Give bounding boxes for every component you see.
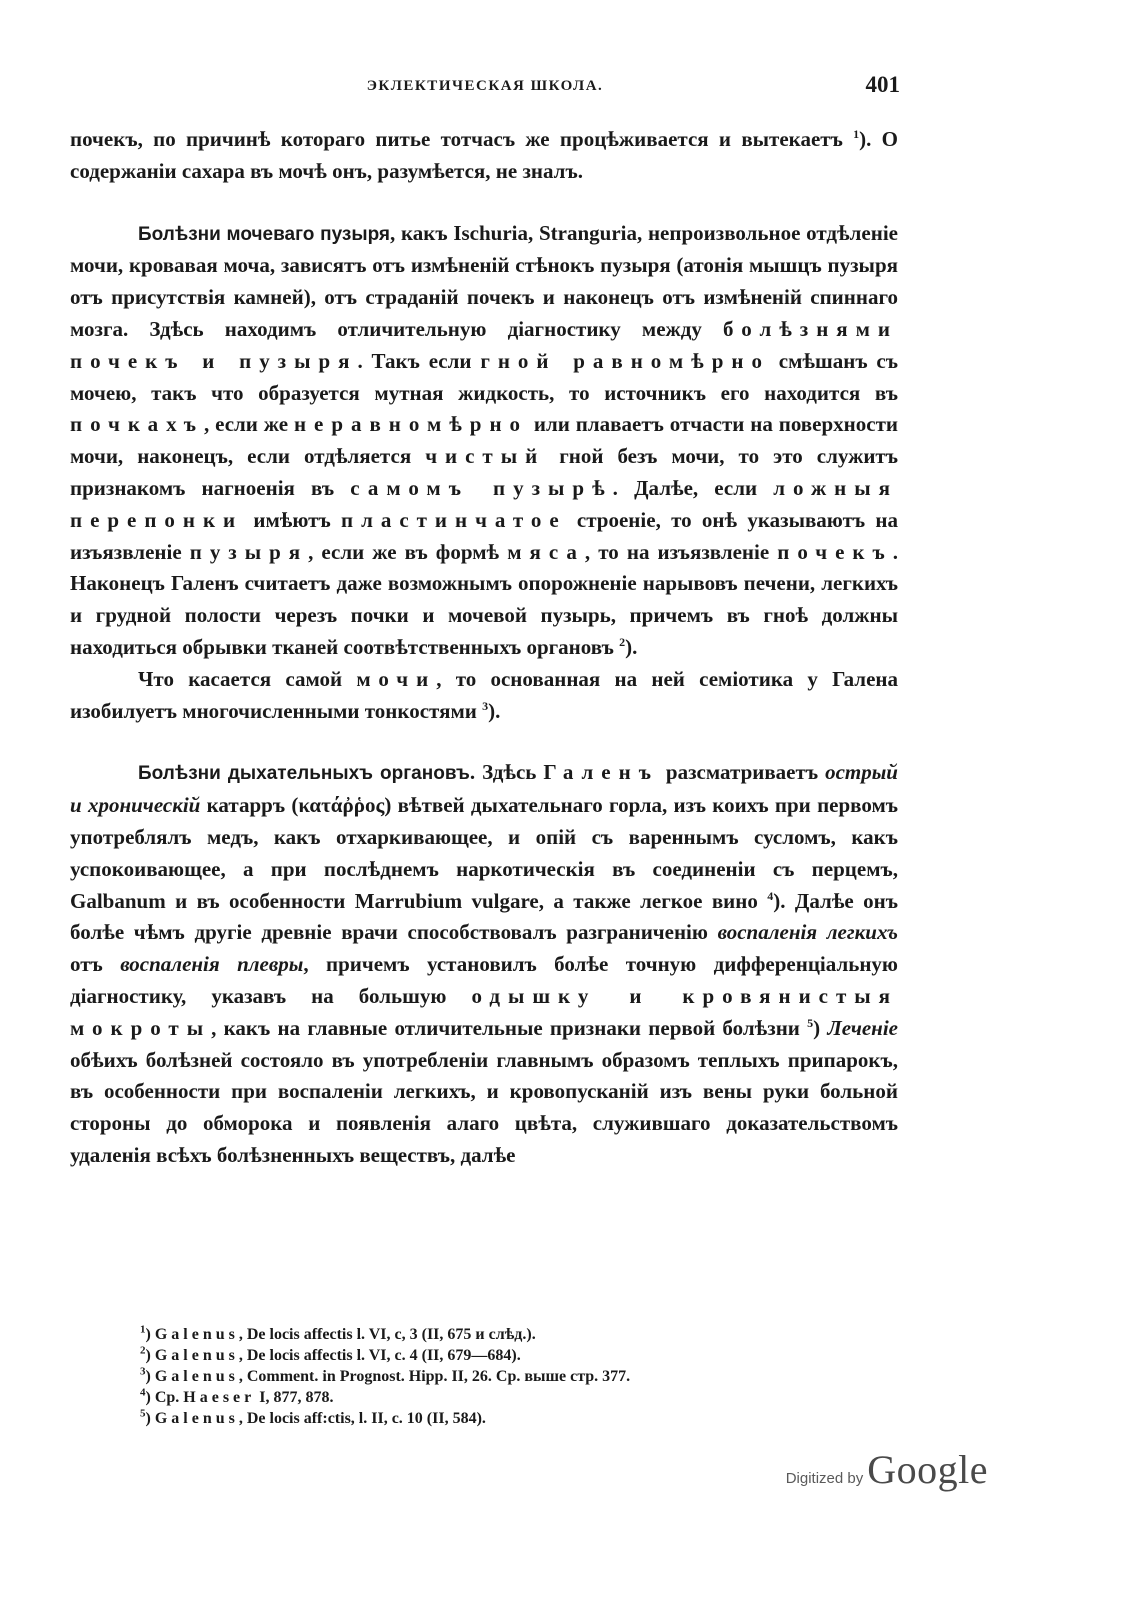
section-heading: Болѣзни дыхательныхъ органовъ [138, 763, 470, 785]
page-number: 401 [865, 72, 900, 97]
footnote: $^2$) Galenus, De locis affectis l. VI, c. 4 (II, 679—684). [140, 1344, 521, 1364]
footnote: $^4$) Ср. Haeser I, 877, 878. [140, 1386, 334, 1406]
footnote-ref: 5 [807, 1015, 814, 1030]
footnote-ref: 2 [619, 634, 626, 649]
footnote-mark: 5 [140, 1407, 146, 1420]
footnote-mark: 2 [140, 1344, 146, 1357]
paragraph-continuation: почекъ, по причинѣ котораго питье тотчасъ же процѣживается и вытекаетъ $^1$). О содержаніи сахара въ мочѣ онъ, разумѣется, не зналъ. [70, 127, 899, 183]
footnote-mark: 3 [140, 1365, 146, 1378]
paragraph-bladder-diseases: Болѣзни мочеваго пузыря, какъ Ischuria, Stranguria, непроизвольное отдѣленіе мочи, кровавая моча, зависятъ отъ измѣненій стѣнокъ пузыря (атонія мышцъ пузыря отъ присутствія камней), отъ страданій почекъ и наконецъ отъ измѣненій спиннаго мозга. Здѣсь находимъ отличительную діагностику между болѣзнями почекъ и пузыря. Такъ если гной равномѣрно смѣшанъ съ мочею, такъ что образуется мутная жидкость, то источникъ его находится въ почкахъ, если же неравномѣрно или плаваетъ отчасти на поверхности мочи, наконецъ, если отдѣляется чистый гной безъ мочи, то это служитъ признакомъ нагноенія въ самомъ пузырѣ. Далѣе, если ложныя перепонки имѣютъ пластинчатое строеніе, то онѣ указываютъ на изъязвленіе пузыря, если же въ формѣ мяса, то на изъязвленіе почекъ. Наконецъ Галенъ считаетъ даже возможнымъ опорожненіе нарывовъ печени, легкихъ и грудной полости черезъ почки и мочевой пузырь, причемъ въ гноѣ должны находиться обрывки тканей соотвѣтственныхъ органовъ $^2$). [70, 220, 898, 659]
footnote: $^5$) Galenus, De locis aff:ctis, l. II, c. 10 (II, 584). [140, 1407, 486, 1427]
footnote-mark: 1 [140, 1323, 146, 1336]
footnote: $^3$) Galenus, Comment. in Prognost. Hipp. II, 26. Ср. выше стр. 377. [140, 1365, 631, 1385]
footnote-ref: 3 [482, 698, 489, 713]
paragraph-respiratory-diseases: Болѣзни дыхательныхъ органовъ. Здѣсь Галенъ разсматриваетъ острый и хроническій катарръ (κατάῤῥος) вѣтвей дыхательнаго горла, изъ коихъ при первомъ употреблялъ медъ, какъ отхаркивающее, и опій съ вареннымъ сусломъ, какъ успокоивающее, а при послѣднемъ наркотическія въ соединеніи съ перцемъ, Galbanum и въ особенности Marrubium vulgare, а также легкое вино $^4$). Далѣе онъ болѣе чѣмъ другіе древніе врачи способствовалъ разграниченію воспаленія легкихъ отъ воспаленія плевры, причемъ установилъ болѣе точную дифференціальную діагностику, указавъ на большую одышку и кровянистыя мокроты, какъ на главные отличительные признаки первой болѣзни $^5$) Леченіе обѣихъ болѣзней состояло въ употребленіи главнымъ образомъ теплыхъ припарокъ, въ особенности при воспаленіи легкихъ, и кровопусканій изъ вены руки больной стороны до обморока и появленія алаго цвѣта, служившаго доказательствомъ удаленія всѣхъ болѣзненныхъ веществъ, далѣе [70, 760, 899, 1167]
digitized-by-watermark [786, 1446, 988, 1496]
footnotes [140, 1324, 900, 1429]
running-head [70, 72, 900, 102]
body-text [70, 124, 898, 1172]
paragraph-urine: Что касается самой мочи, то основанная на ней семіотика у Галена изобилуетъ многочисленными тонкостями $^3$). [70, 666, 898, 723]
footnote: $^1$) Galenus, De locis affectis l. VI, c, 3 (II, 675 и слѣд.). [140, 1323, 536, 1343]
footnote-mark: 4 [140, 1386, 146, 1399]
digitized-by-label: Digitized by [785, 1470, 864, 1487]
running-title: ЭКЛЕКТИЧЕСКАЯ ШКОЛА. [366, 78, 604, 94]
google-logo: Google [867, 1447, 988, 1492]
section-heading: Болѣзни мочеваго пузыря [138, 223, 391, 245]
footnote-ref: 1 [853, 127, 860, 141]
footnote-ref: 4 [767, 888, 774, 903]
